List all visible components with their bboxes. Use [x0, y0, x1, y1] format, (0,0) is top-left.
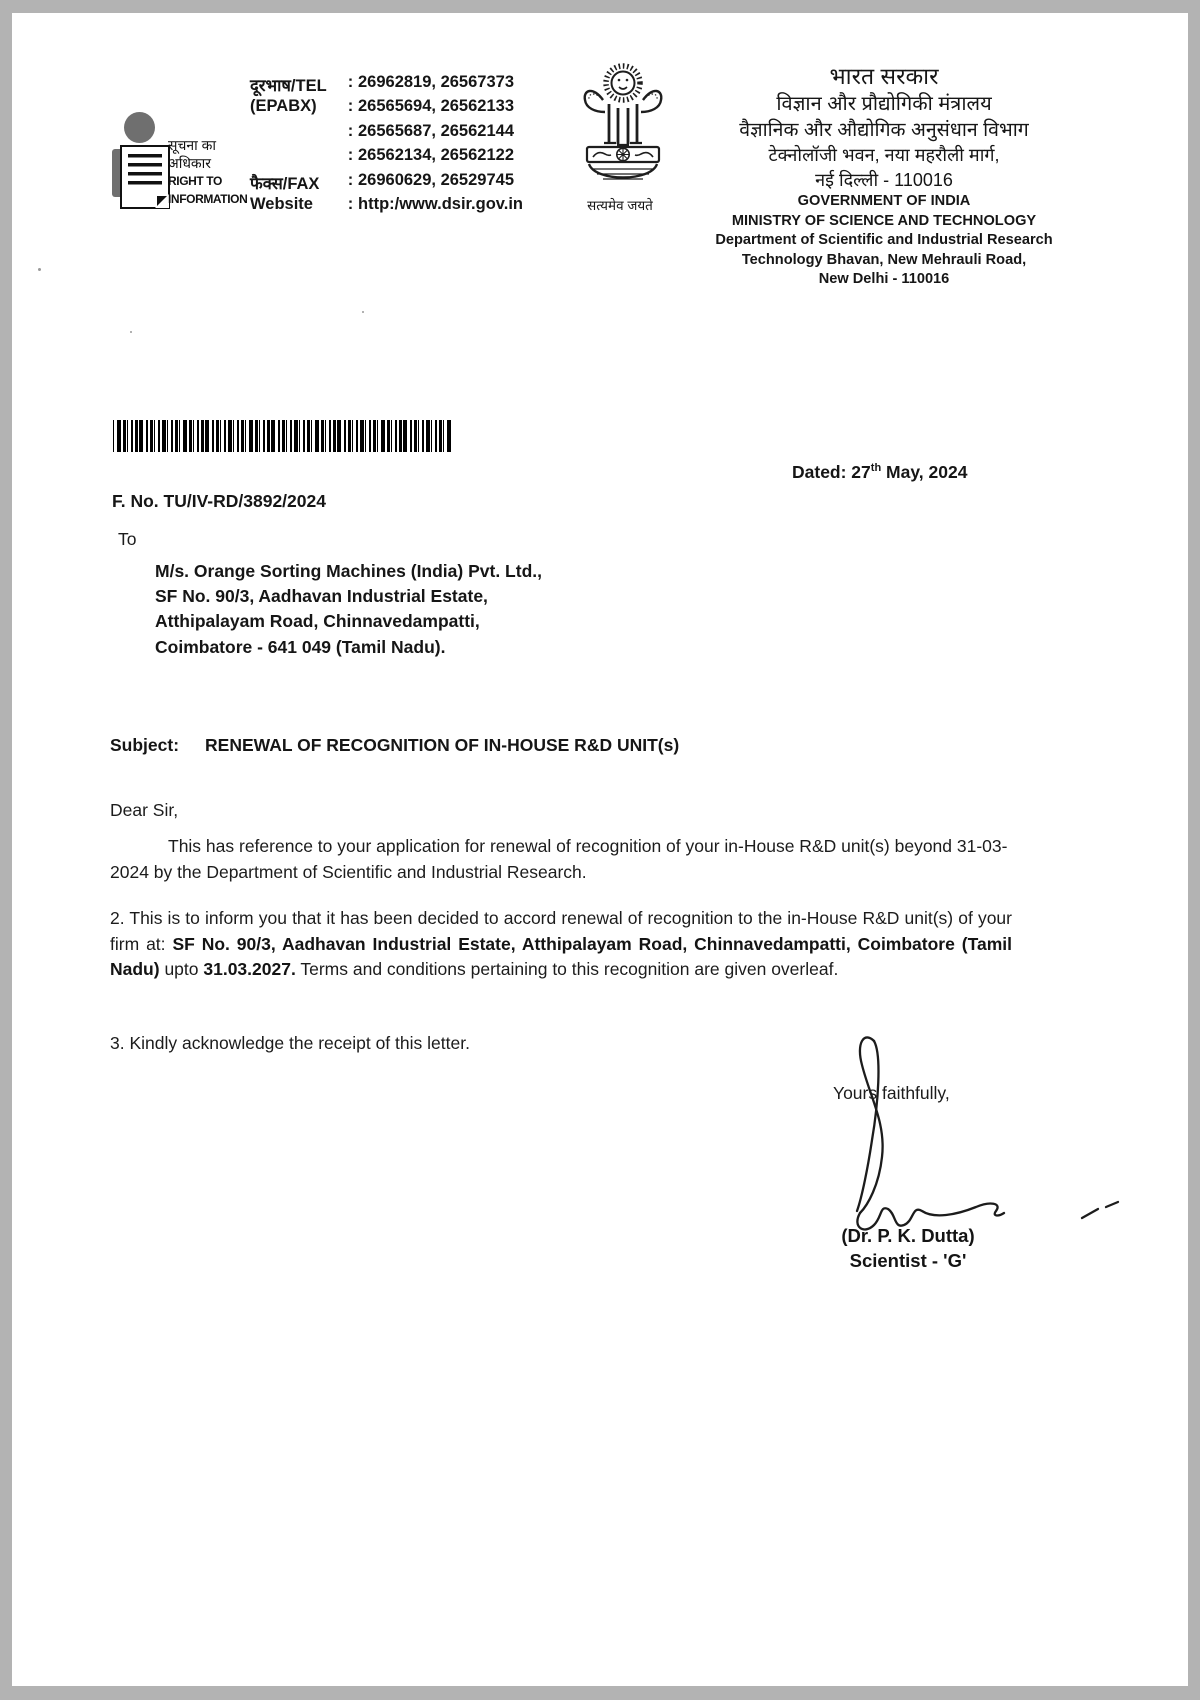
scan-speck — [130, 331, 132, 333]
rti-label-hindi-2: अधिकार — [168, 155, 212, 171]
addressee-block — [155, 559, 542, 660]
subject-line — [110, 735, 679, 756]
contact-value: http:/www.dsir.gov.in — [358, 194, 523, 213]
contact-value: 26962819, 26567373 — [358, 73, 514, 91]
validity-date: 31.03.2027. — [203, 959, 296, 979]
contact-label: (EPABX) — [250, 97, 317, 116]
contact-value: 26565687, 26562144 — [358, 121, 514, 140]
contact-row: : 26565687, 26562144 — [347, 121, 514, 140]
department-heading — [668, 61, 1100, 290]
subject-label: Subject: — [110, 735, 180, 755]
file-number: F. No. TU/IV-RD/3892/2024 — [112, 491, 326, 511]
contact-label: फैक्स/FAX — [250, 174, 320, 193]
dept-name-en: Department of Scientific and Industrial Research — [715, 232, 1053, 248]
contact-block — [250, 73, 523, 219]
signatory-designation: Scientist - 'G' — [849, 1250, 967, 1271]
contact-value: 26960629, 26529745 — [358, 170, 514, 189]
rti-label-en-1: RIGHT TO — [168, 174, 222, 188]
rti-person-icon — [124, 112, 155, 143]
addressee-line: Coimbatore - 641 049 (Tamil Nadu). — [155, 636, 446, 657]
rti-label-hindi-1: सूचना का — [168, 137, 217, 153]
addressee-line: M/s. Orange Sorting Machines (India) Pvt. Ltd., — [155, 561, 542, 581]
scan-speck — [38, 268, 41, 271]
dept-govt-hindi: भारत सरकार — [829, 63, 939, 89]
dept-city-en: New Delhi - 110016 — [818, 271, 950, 287]
addressee-line: Atthipalayam Road, Chinnavedampatti, — [155, 611, 480, 632]
contact-row: दूरभाष/TEL : 26962819, 26567373 — [250, 73, 514, 95]
rti-label-en-2: INFORMATION — [168, 192, 248, 206]
body-paragraph-2: 2. This is to inform you that it has been decided to accord renewal of recognition to the in-House R&D unit(s) of your firm at: SF No. 90/3, Aadhavan Industrial Estate, Atthipalayam Road, Chinnavedampatti, Coimbatore (Tamil Nadu) upto 31.03.2027. Terms and conditions pertaining to this recognition are given overleaf. — [110, 908, 1012, 979]
dept-govt-en: GOVERNMENT OF INDIA — [797, 193, 971, 209]
addressee-line: SF No. 90/3, Aadhavan Industrial Estate, — [155, 586, 488, 607]
subject-text: RENEWAL OF RECOGNITION OF IN-HOUSE R&D UNIT(s) — [205, 735, 680, 755]
contact-value: 26562134, 26562122 — [358, 146, 514, 165]
date-line: Dated: 27th May, 2024 — [792, 462, 968, 482]
document-page — [12, 13, 1188, 1686]
contact-row: Website : http:/www.dsir.gov.in — [250, 194, 523, 213]
signatory-name: (Dr. P. K. Dutta) — [841, 1225, 975, 1246]
salutation: Dear Sir, — [110, 800, 179, 820]
recognized-address: SF No. 90/3, Aadhavan Industrial Estate, Atthipalayam Road, Chinnavedampatti, Coimbatore (Tamil Nadu) — [110, 933, 1012, 979]
contact-value: 26565694, 26562133 — [358, 97, 514, 116]
body-paragraph-3: 3. Kindly acknowledge the receipt of this letter. — [110, 1033, 470, 1053]
rti-document-icon — [120, 145, 170, 209]
dept-address-hindi: टेक्नोलॉजी भवन, नया महरौली मार्ग, — [768, 145, 1000, 165]
contact-row: फैक्स/FAX : 26960629, 26529745 — [250, 170, 514, 193]
contact-label: Website — [250, 194, 313, 213]
dept-address-en: Technology Bhavan, New Mehrauli Road, — [741, 251, 1027, 268]
dept-ministry-hindi: विज्ञान और प्रौद्योगिकी मंत्रालय — [776, 93, 992, 115]
dept-ministry-en: MINISTRY OF SCIENCE AND TECHNOLOGY — [731, 212, 1037, 229]
scan-speck — [362, 311, 364, 313]
emblem-motto: सत्यमेव जयते — [587, 198, 653, 213]
rti-logo — [110, 112, 260, 224]
complimentary-close: Yours faithfully, — [833, 1083, 950, 1103]
to-label: To — [118, 529, 137, 549]
contact-row: (EPABX) : 26565694, 26562133 — [250, 97, 514, 116]
body-paragraph-1: This has reference to your application for renewal of recognition of your in-House R&D unit(s) beyond 31-03-2024 by the Department of Scientific and Industrial Research. — [110, 836, 1008, 882]
dept-city-hindi: नई दिल्ली - 110016 — [815, 170, 953, 190]
dept-name-hindi: वैज्ञानिक और औद्योगिक अनुसंधान विभाग — [739, 119, 1029, 141]
contact-row: : 26562134, 26562122 — [347, 146, 514, 165]
emblem-of-india-icon — [573, 58, 673, 198]
contact-label: दूरभाष/TEL — [250, 77, 327, 95]
signature — [808, 1035, 1138, 1240]
barcode — [113, 420, 457, 452]
